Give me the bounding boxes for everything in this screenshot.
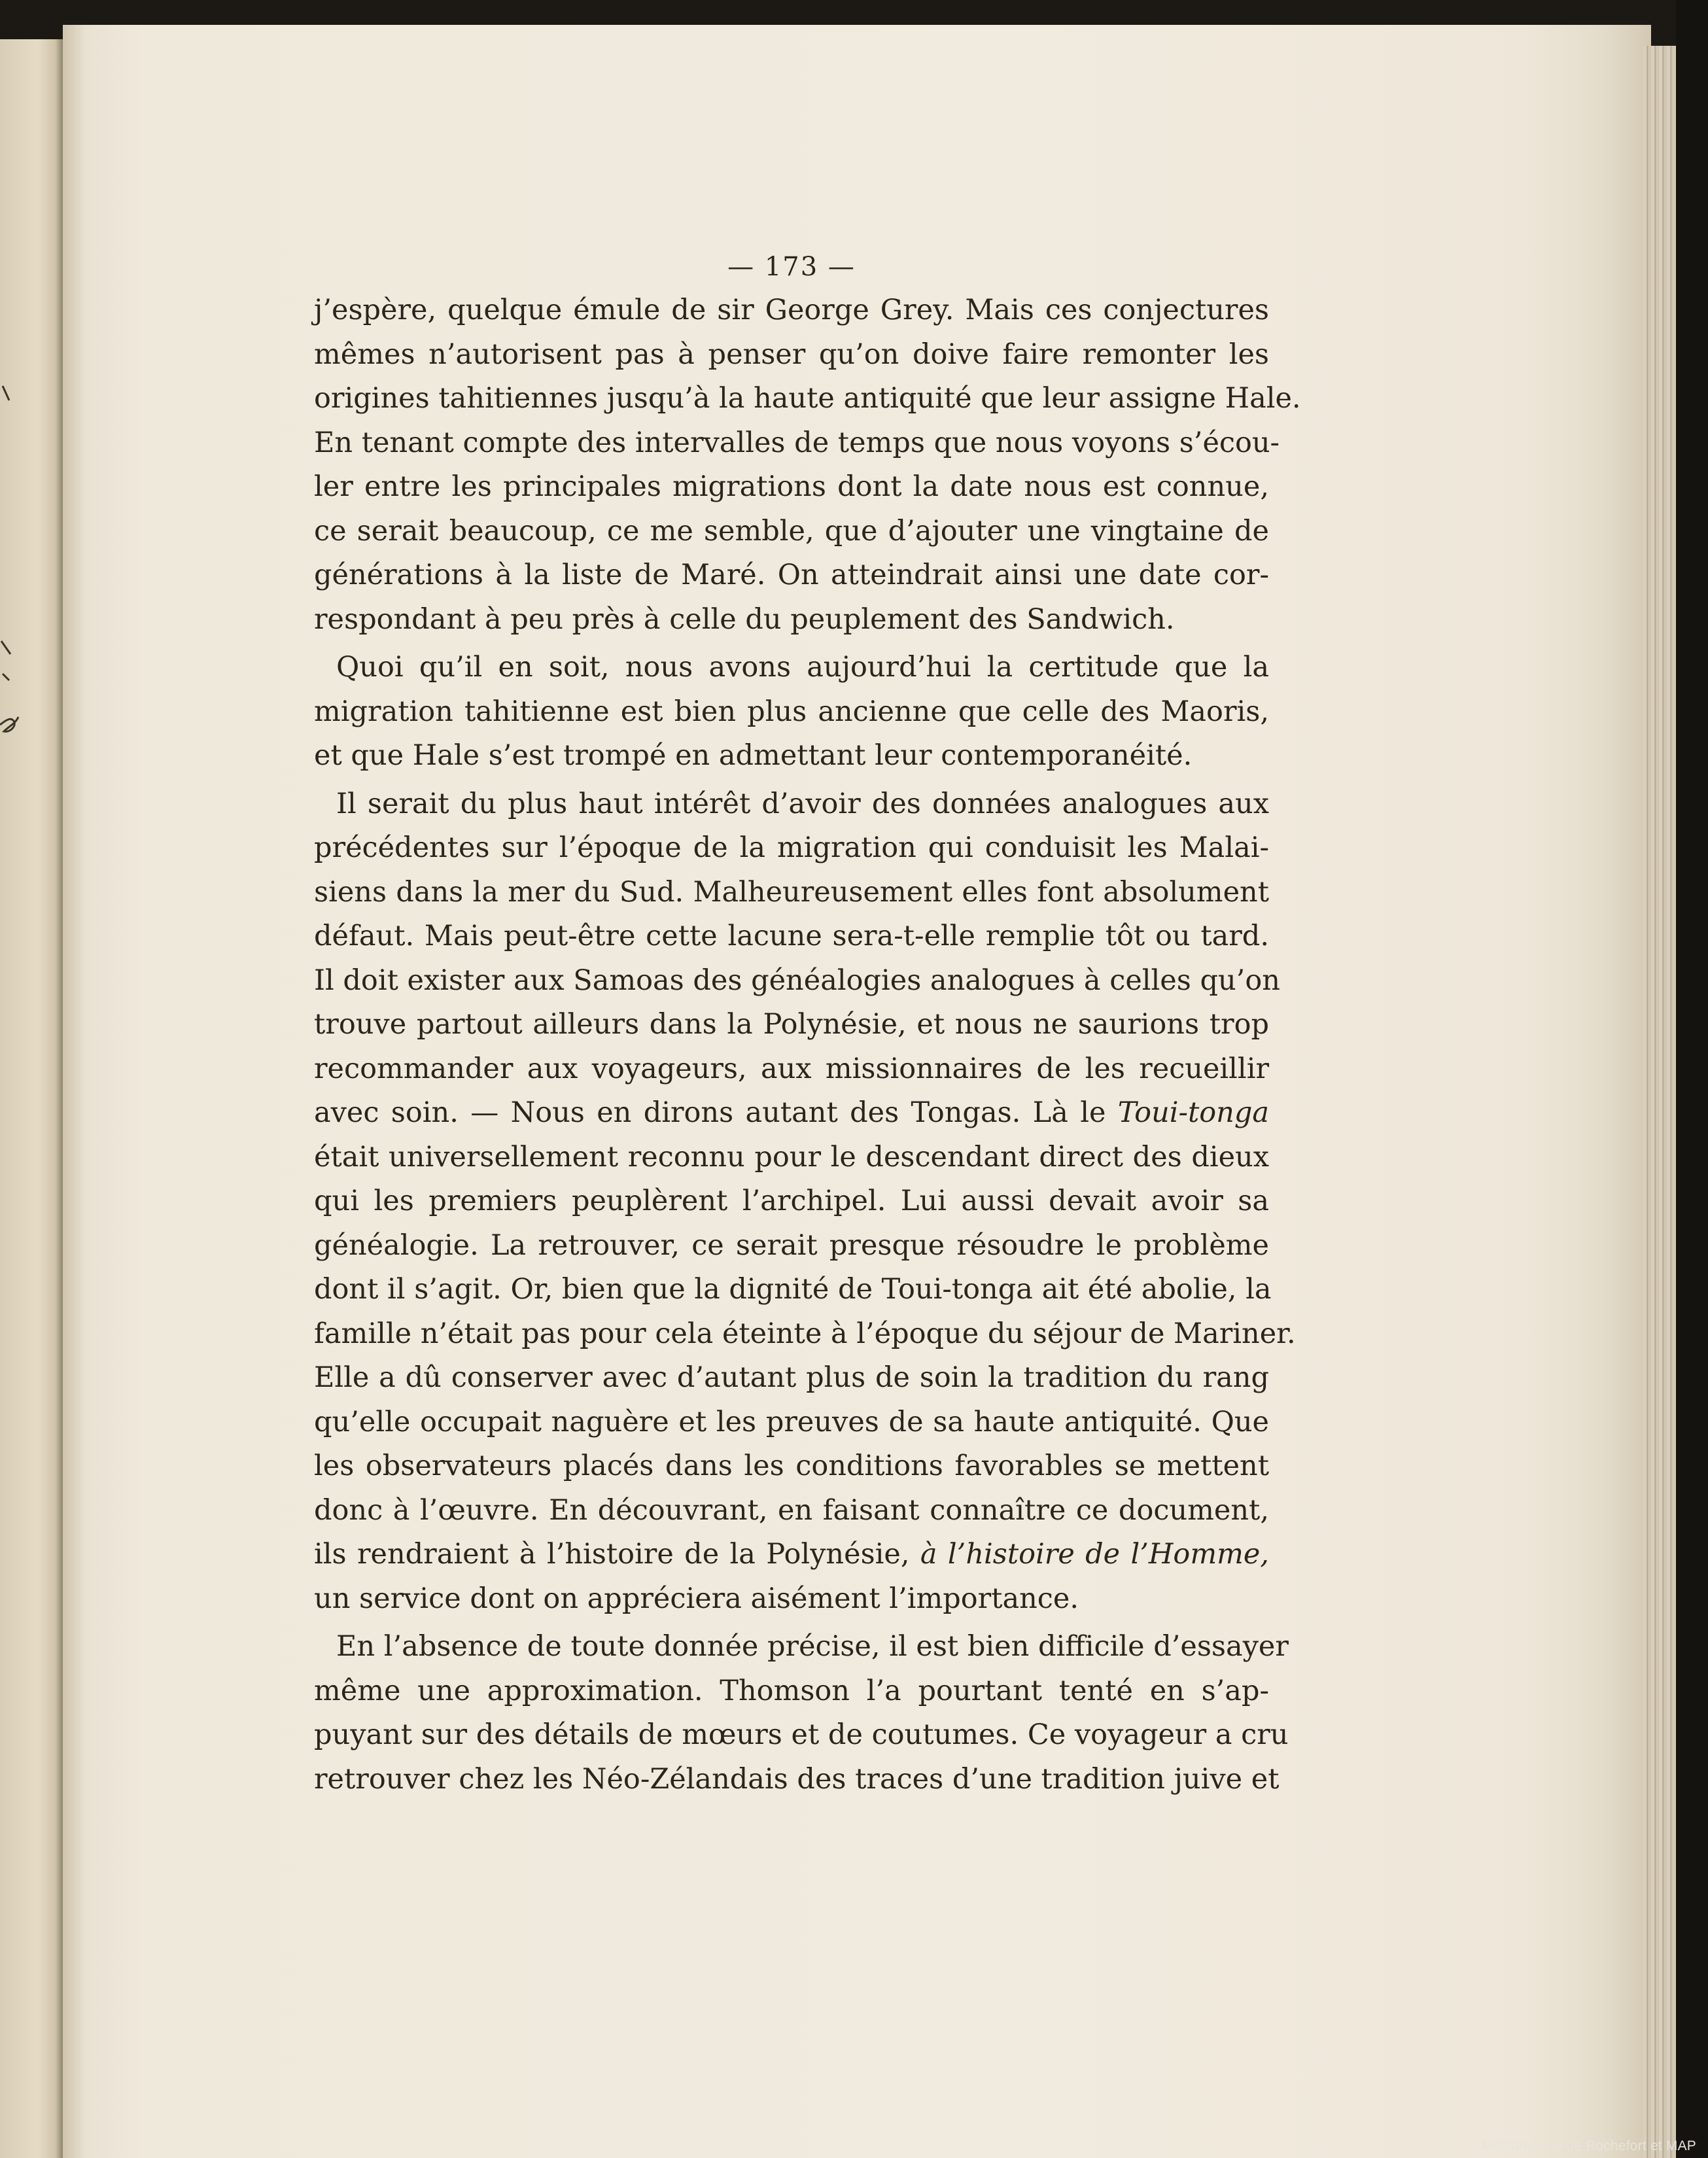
- text-line: Elle a dû conserver avec d’autant plus de soin la tradition du rang: [314, 1361, 1269, 1394]
- page-shadow: [1676, 0, 1708, 2158]
- text-line-with-italic: [314, 1091, 1269, 1136]
- marginal-stroke: [3, 674, 9, 680]
- text-line: retrouver chez les Néo-Zélandais des traces d’une tradition juive et: [314, 1762, 1280, 1796]
- text-segment: ils rendraient à l’histoire de la Polynésie,: [314, 1538, 920, 1571]
- paragraph-2: [314, 646, 1269, 778]
- italic-term: Toui-tonga: [1117, 1096, 1269, 1129]
- text-line: ce serait beaucoup, ce me semble, que d’ajouter une vingtaine de: [314, 514, 1269, 548]
- text-line: En tenant compte des intervalles de temps que nous voyons s’écou-: [314, 426, 1280, 459]
- marginal-stroke: [3, 386, 9, 400]
- italic-phrase: à l’histoire de l’Homme,: [920, 1538, 1269, 1571]
- paragraph-1: [314, 288, 1301, 642]
- text-line: trouve partout ailleurs dans la Polynésie, et nous ne saurions trop: [314, 1008, 1269, 1041]
- facing-page-marginalia: [0, 0, 63, 2158]
- text-segment: avec soin. — Nous en dirons autant des Tongas. Là le: [314, 1096, 1118, 1129]
- text-line: et que Hale s’est trompé en admettant leur contemporanéité.: [314, 739, 1193, 772]
- text-line: était universellement reconnu pour le descendant direct des dieux: [314, 1140, 1269, 1174]
- paragraph-4: [314, 1625, 1289, 1801]
- text-line: puyant sur des détails de mœurs et de coutumes. Ce voyageur a cru: [314, 1718, 1289, 1751]
- text-line-with-italic: [314, 1533, 1269, 1577]
- page-text: [314, 245, 1301, 1801]
- text-line: Quoi qu’il en soit, nous avons aujourd’hui la certitude que la: [336, 651, 1269, 684]
- text-line: Il serait du plus haut intérêt d’avoir des données analogues aux: [336, 787, 1269, 820]
- text-line: famille n’était pas pour cela éteinte à l’époque du séjour de Mariner.: [314, 1317, 1296, 1350]
- page-number: — 173 —: [727, 252, 856, 282]
- handwritten-mark: [0, 717, 18, 731]
- text-line: j’espère, quelque émule de sir George Grey. Mais ces conjectures: [314, 294, 1269, 326]
- page-fore-edges: [1643, 46, 1676, 2158]
- text-line: mêmes n’autorisent pas à penser qu’on doive faire remonter les: [314, 338, 1269, 371]
- text-line: En l’absence de toute donnée précise, il est bien difficile d’essayer: [336, 1630, 1289, 1663]
- text-line: origines tahitiennes jusqu’à la haute antiquité que leur assigne Hale.: [314, 382, 1301, 415]
- text-line: siens dans la mer du Sud. Malheureusement elles font absolument: [314, 875, 1269, 909]
- text-line: qu’elle occupait naguère et les preuves de sa haute antiquité. Que: [314, 1405, 1269, 1438]
- text-line: un service dont on appréciera aisément l’importance.: [314, 1582, 1079, 1615]
- text-line: défaut. Mais peut-être cette lacune sera-t-elle remplie tôt ou tard.: [314, 920, 1269, 952]
- text-line: les observateurs placés dans les conditions favorables se mettent: [314, 1450, 1269, 1482]
- text-line: généalogie. La retrouver, ce serait presque résoudre le problème: [314, 1228, 1269, 1262]
- text-line: dont il s’agit. Or, bien que la dignité de Toui-tonga ait été abolie, la: [314, 1273, 1272, 1306]
- paragraph-3: [314, 782, 1296, 1622]
- text-line: ler entre les principales migrations dont la date nous est connue,: [314, 470, 1269, 503]
- marginal-stroke: [1, 641, 10, 654]
- text-line: générations à la liste de Maré. On atteindrait ainsi une date cor-: [314, 559, 1269, 591]
- text-line: donc à l’œuvre. En découvrant, en faisant connaître ce document,: [314, 1493, 1269, 1527]
- library-credit: Médiathèque de Rochefort et MAP: [1481, 2138, 1696, 2153]
- text-line: respondant à peu près à celle du peuplement des Sandwich.: [314, 602, 1175, 636]
- text-line: même une approximation. Thomson l’a pourtant tenté en s’ap-: [314, 1674, 1269, 1707]
- text-line: migration tahitienne est bien plus ancienne que celle des Maoris,: [314, 695, 1269, 728]
- text-line: précédentes sur l’époque de la migration qui conduisit les Malai-: [314, 831, 1269, 864]
- text-line: qui les premiers peuplèrent l’archipel. Lui aussi devait avoir sa: [314, 1185, 1269, 1217]
- text-line: Il doit exister aux Samoas des généalogies analogues à celles qu’on: [314, 964, 1280, 997]
- text-line: recommander aux voyageurs, aux missionnaires de les recueillir: [314, 1052, 1269, 1085]
